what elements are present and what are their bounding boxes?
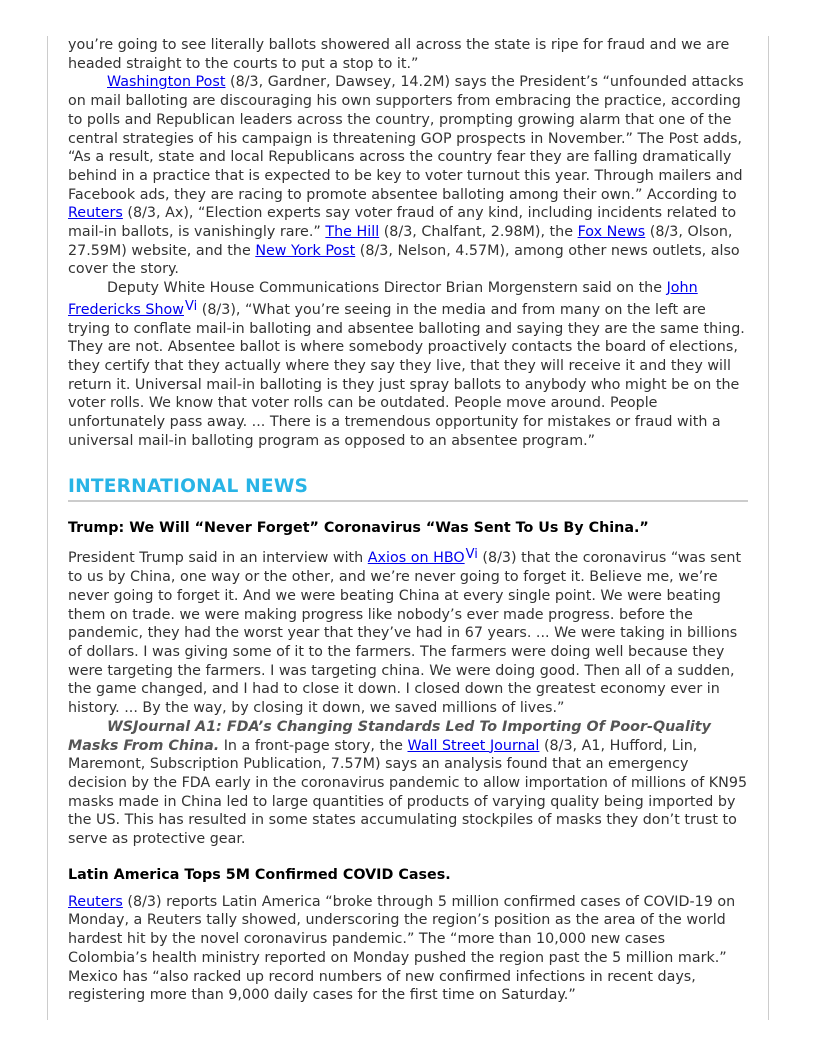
video-icon[interactable]: Vi <box>465 547 478 563</box>
paragraph-latin-america <box>68 893 748 1005</box>
inline-subheadline: WSJournal A1: FDA’s Changing Standards Led To Importing Of Poor-Quality Masks From China. <box>68 718 711 754</box>
paragraph-text: (8/3) reports Latin America “broke through 5 million confirmed cases of COVID-19 on Monday, a Reuters tally showed, underscoring the region’s position as the area of the world hardest hit by the novel coronavirus pandemic.” The “more than 10,000 new cases Colombia’s health ministry reported on Monday pushed the region past the 5 million mark.” Mexico has “also racked up record numbers of new confirmed infections in recent days, registering more than 9,000 daily cases for the first time on Saturday.” <box>68 893 736 1004</box>
paragraph-morgenstern <box>68 279 748 450</box>
paragraph-text: (8/3, Nelson, 4.57M), among other news outlets, also cover the story. <box>68 242 740 278</box>
link-axios-on-hbo[interactable]: Axios on HBO <box>367 550 465 567</box>
story-headline-trump-china: Trump: We Will “Never Forget” Coronavirus “Was Sent To Us By China.” <box>68 520 649 537</box>
link-reuters[interactable]: Reuters <box>68 205 123 222</box>
paragraph-text: Deputy White House Communications Director Brian Morgenstern said on the <box>107 280 667 297</box>
paragraph-washington-post <box>68 73 748 279</box>
link-wall-street-journal[interactable]: Wall Street Journal <box>407 737 540 754</box>
story-headline-latin-america: Latin America Tops 5M Confirmed COVID Cases. <box>68 866 451 883</box>
link-john-fredericks-show[interactable]: John Fredericks Show <box>68 280 698 318</box>
paragraph-text: (8/3), “What you’re seeing in the media and from many on the left are trying to conflate mail-in balloting and absentee balloting and saying they are the same thing. They are not. Absentee ballot is where somebody proactively contacts the board of elections, they certify that they actually where they say they live, that they will receive it and they will return it. Universal mail-in balloting is they just spray ballots to anybody who might be on the voter rolls. We know that voter rolls can be outdated. People move around. People unfortunately pass away. ... There is a tremendous opportunity for mistakes or fraud with a universal mail-in balloting program as opposed to an absentee program.” <box>68 301 745 449</box>
link-reuters[interactable]: Reuters <box>68 893 123 910</box>
link-washington-post[interactable]: Washington Post <box>107 74 226 91</box>
paragraph-wsj-masks <box>68 718 748 849</box>
paragraph-continuation: you’re going to see literally ballots showered all across the state is ripe for fraud and we are headed straight to the courts to put a stop to it.” <box>68 37 730 72</box>
paragraph-text: (8/3) that the coronavirus “was sent to us by China, one way or the other, and we’re never going to forget it. Believe me, we’re never going to forget it. And we were beating China at every single point. We were beating them on trade. we were making progress like nobody’s ever made progress. before the pandemic, they had the worst year that they’ve had in 67 years. ... We were taking in billions of dollars. I was giving some of it to the farmers. The farmers were doing well because they were targeting the farmers. I was targeting china. We were doing good. Then all of a sudden, the game changed, and I had to close it down. I closed down the greatest economy ever in history. ... By the way, by closing it down, we saved millions of lives.” <box>68 550 742 717</box>
link-new-york-post[interactable]: New York Post <box>255 242 356 259</box>
paragraph-text: President Trump said in an interview with <box>68 550 368 567</box>
paragraph-text: (8/3, Olson, 27.59M) website, and the <box>68 224 733 259</box>
paragraph-axios <box>68 546 748 717</box>
link-the-hill[interactable]: The Hill <box>325 224 380 241</box>
video-icon[interactable]: Vi <box>184 298 198 314</box>
newsletter-content <box>68 36 748 1005</box>
paragraph-text: (8/3, Ax), “Election experts say voter fraud of any kind, including incidents related to mail-in ballots, is vanishingly rare.” <box>68 205 737 241</box>
paragraph-text: (8/3, Chalfant, 2.98M), the <box>379 224 578 241</box>
link-fox-news[interactable]: Fox News <box>577 224 646 241</box>
section-heading-international: INTERNATIONAL NEWS <box>68 476 748 502</box>
paragraph-text: (8/3, Gardner, Dawsey, 14.2M) says the President’s “unfounded attacks on mail balloting are discouraging his own supporters from embracing the practice, according to polls and Republican leaders across the country, prompting growing alarm that one of the central strategies of his campaign is threatening GOP prospects in November.” The Post adds, “As a result, state and local Republicans across the country fear they are falling dramatically behind in a practice that is expected to be key to voter turnout this year. Through mailers and Facebook ads, they are racing to promote absentee balloting among their own.” According to <box>68 74 744 203</box>
paragraph-text: In a front-page story, the <box>219 737 408 754</box>
paragraph-text: (8/3, A1, Hufford, Lin, Maremont, Subscription Publication, 7.57M) says an analysis found that an emergency decision by the FDA early in the coronavirus pandemic to allow importation of millions of KN95 masks made in China led to large quantities of products of varying quality being imported by the US. This has resulted in some states accumulating stockpiles of masks they don’t trust to serve as protective gear. <box>68 737 748 848</box>
